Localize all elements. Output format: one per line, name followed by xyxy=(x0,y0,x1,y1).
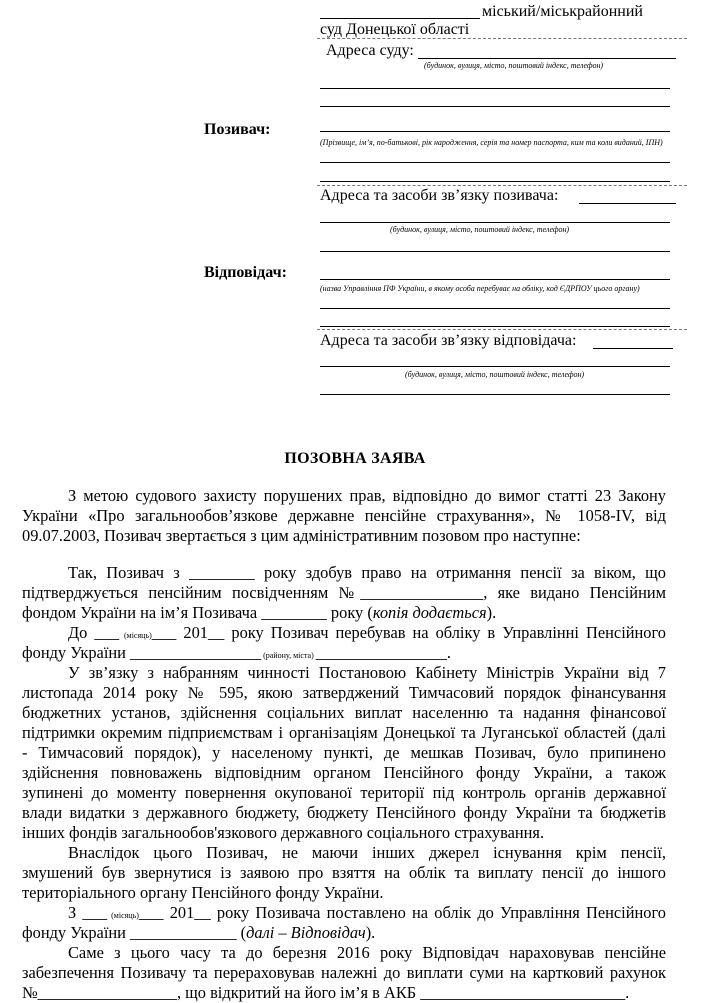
p5-text: ___ 201__ року Позивача поставлено на облік до Управління Пенсійного xyxy=(138,903,666,922)
paragraph-line: підтверджується пенсійним посвідченням №_______________, яке видано Пенсійним xyxy=(22,583,666,602)
court-divider xyxy=(317,38,687,39)
court-address-hint: (будинок, вулиця, місто, поштовий індекс, телефон) xyxy=(424,61,604,70)
plaintiff-divider xyxy=(317,185,687,186)
plaintiff-address-label: Адреса та засоби зв’язку позивача: xyxy=(320,187,559,204)
paragraph-line: листопада 2014 року № 595, якою затверджений Тимчасовий порядок фінансування xyxy=(22,683,666,702)
defendant-blank-3[interactable] xyxy=(320,326,670,327)
court-name-blank[interactable] xyxy=(320,18,480,19)
paragraph-line: бюджетних установ, здійснення соціальних виплат населенню та надання фінансової xyxy=(22,703,666,722)
defendant-address-blank-1[interactable] xyxy=(593,348,673,349)
paragraph-line: №_________________, що відкритий на його ім’я в АКБ _________________________. xyxy=(22,983,630,1002)
paragraph-line xyxy=(22,903,666,923)
plaintiff-address-blank-2[interactable] xyxy=(320,222,670,223)
paragraph-line: - Тимчасовий порядок), у населеному пункті, де мешкав Позивач, було припинено xyxy=(22,743,666,762)
p1-text: фондом України на ім’я Позивача ________ року ( xyxy=(22,603,373,622)
paragraph-line xyxy=(22,603,666,623)
defendant-label: Відповідач: xyxy=(204,264,287,281)
plaintiff-address-blank-1[interactable] xyxy=(579,203,676,204)
paragraph-line: Саме з цього часу та до березня 2016 року Відповідач нараховував пенсійне xyxy=(68,943,666,962)
p2-end: ________________. xyxy=(315,643,451,662)
paragraph-payments xyxy=(22,943,666,1003)
p2-fund: фонду України ________________ xyxy=(22,643,262,662)
paragraph-new-registration xyxy=(22,903,666,943)
defendant-address-hint: (будинок, вулиця, місто, поштовий індекс, телефон) xyxy=(405,370,585,379)
paragraph-line: Так, Позивач з ________ року здобув право на отримання пенсії за віком, що xyxy=(68,563,666,582)
defendant-address-blank-3[interactable] xyxy=(320,394,670,395)
p2-month-hint: (місяць) xyxy=(119,631,152,640)
plaintiff-hint: (Прізвище, ім’я, по-батькові, рік народження, серія та номер паспорта, ким та коли виданий, ІПН) xyxy=(320,138,663,147)
plaintiff-address-hint: (будинок, вулиця, місто, поштовий індекс, телефон) xyxy=(390,225,570,234)
plaintiff-name-blank[interactable] xyxy=(320,131,670,132)
paragraph-line: змушений був звернутися із заявою про взяття на облік та виплату пенсії до іншого xyxy=(22,863,666,882)
defendant-divider xyxy=(317,329,687,330)
p1-italic: копія додається xyxy=(372,603,487,622)
paragraph-line: зупинені до моменту повернення окупованої території під контроль органів державної xyxy=(22,783,666,802)
paragraph-line xyxy=(22,643,666,663)
court-line-1: міський/міськрайонний xyxy=(482,3,643,20)
court-line-2: суд Донецької області xyxy=(320,21,470,38)
court-address-blank-3[interactable] xyxy=(320,106,670,107)
paragraph-line: здійснення повноважень відповідним органом Пенсійного фонду України, а також xyxy=(22,763,666,782)
paragraph-line: забезпечення Позивачу та перераховував належні до виплати суми на картковий рахунок xyxy=(22,963,666,982)
plaintiff-address-blank-3[interactable] xyxy=(320,251,670,252)
paragraph-line: територіального органу Пенсійного фонду України. xyxy=(22,883,384,902)
p2-district-hint: (району, міста) xyxy=(261,651,316,660)
paragraph-line: Внаслідок цього Позивач, не маючи інших джерел існування крім пенсії, xyxy=(68,843,666,862)
defendant-hint: (назва Управління ПФ України, в якому особа перебуває на обліку, код ЄДРПОУ цього органу) xyxy=(320,284,640,293)
plaintiff-blank-3[interactable] xyxy=(320,181,670,182)
defendant-name-blank[interactable] xyxy=(320,279,670,280)
intro-paragraph xyxy=(22,486,666,546)
court-address-label: Адреса суду: xyxy=(326,42,414,59)
paragraph-line: підтримки окремим підприємствам і організаціям Донецької та Луганської областей (далі xyxy=(22,723,666,742)
p1-end: ). xyxy=(486,603,497,622)
court-address-blank-1[interactable] xyxy=(418,58,676,59)
paragraph-consequence xyxy=(22,843,666,903)
paragraph-registration xyxy=(22,623,666,663)
paragraph-pension-right xyxy=(22,563,666,623)
p2-start: До ___ xyxy=(68,623,120,642)
defendant-address-label: Адреса та засоби зв’язку відповідача: xyxy=(320,332,577,349)
plaintiff-label: Позивач: xyxy=(204,121,271,138)
p5-start: З ___ xyxy=(68,903,108,922)
p5-fund: фонду України _____________ ( xyxy=(22,923,247,942)
paragraph-line xyxy=(22,923,666,943)
paragraph-line: У зв’язку з набранням чинності Постановою Кабінету Міністрів України від 7 xyxy=(68,663,666,682)
paragraph-line: влади видатки з державного бюджету, бюджету Пенсійного фонду України та бюджетів xyxy=(22,803,666,822)
p5-month-hint: (місяць) xyxy=(107,911,139,920)
p5-end: ). xyxy=(365,923,376,942)
court-address-blank-2[interactable] xyxy=(320,88,670,89)
paragraph-line xyxy=(22,623,666,643)
document-title: ПОЗОВНА ЗАЯВА xyxy=(284,450,426,467)
paragraph-line: інших фондів загальнообов'язкового державного соціального страхування. xyxy=(22,823,545,842)
defendant-blank-2[interactable] xyxy=(320,308,670,309)
plaintiff-blank-2[interactable] xyxy=(320,162,670,163)
p2-text: ___ 201__ року Позивач перебував на обліку в Управлінні Пенсійного xyxy=(151,623,666,642)
p5-italic: далі – Відповідач xyxy=(246,923,366,942)
intro-line: 09.07.2003, Позивач звертається з цим адміністративним позовом про наступне: xyxy=(22,526,581,545)
intro-line: України «Про загальнообов’язкове державне пенсійне страхування», № 1058-IV, від xyxy=(22,506,666,525)
paragraph-resolution xyxy=(22,663,666,843)
intro-line: З метою судового захисту порушених прав, відповідно до вимог статті 23 Закону xyxy=(68,486,666,505)
defendant-address-blank-2[interactable] xyxy=(320,366,670,367)
